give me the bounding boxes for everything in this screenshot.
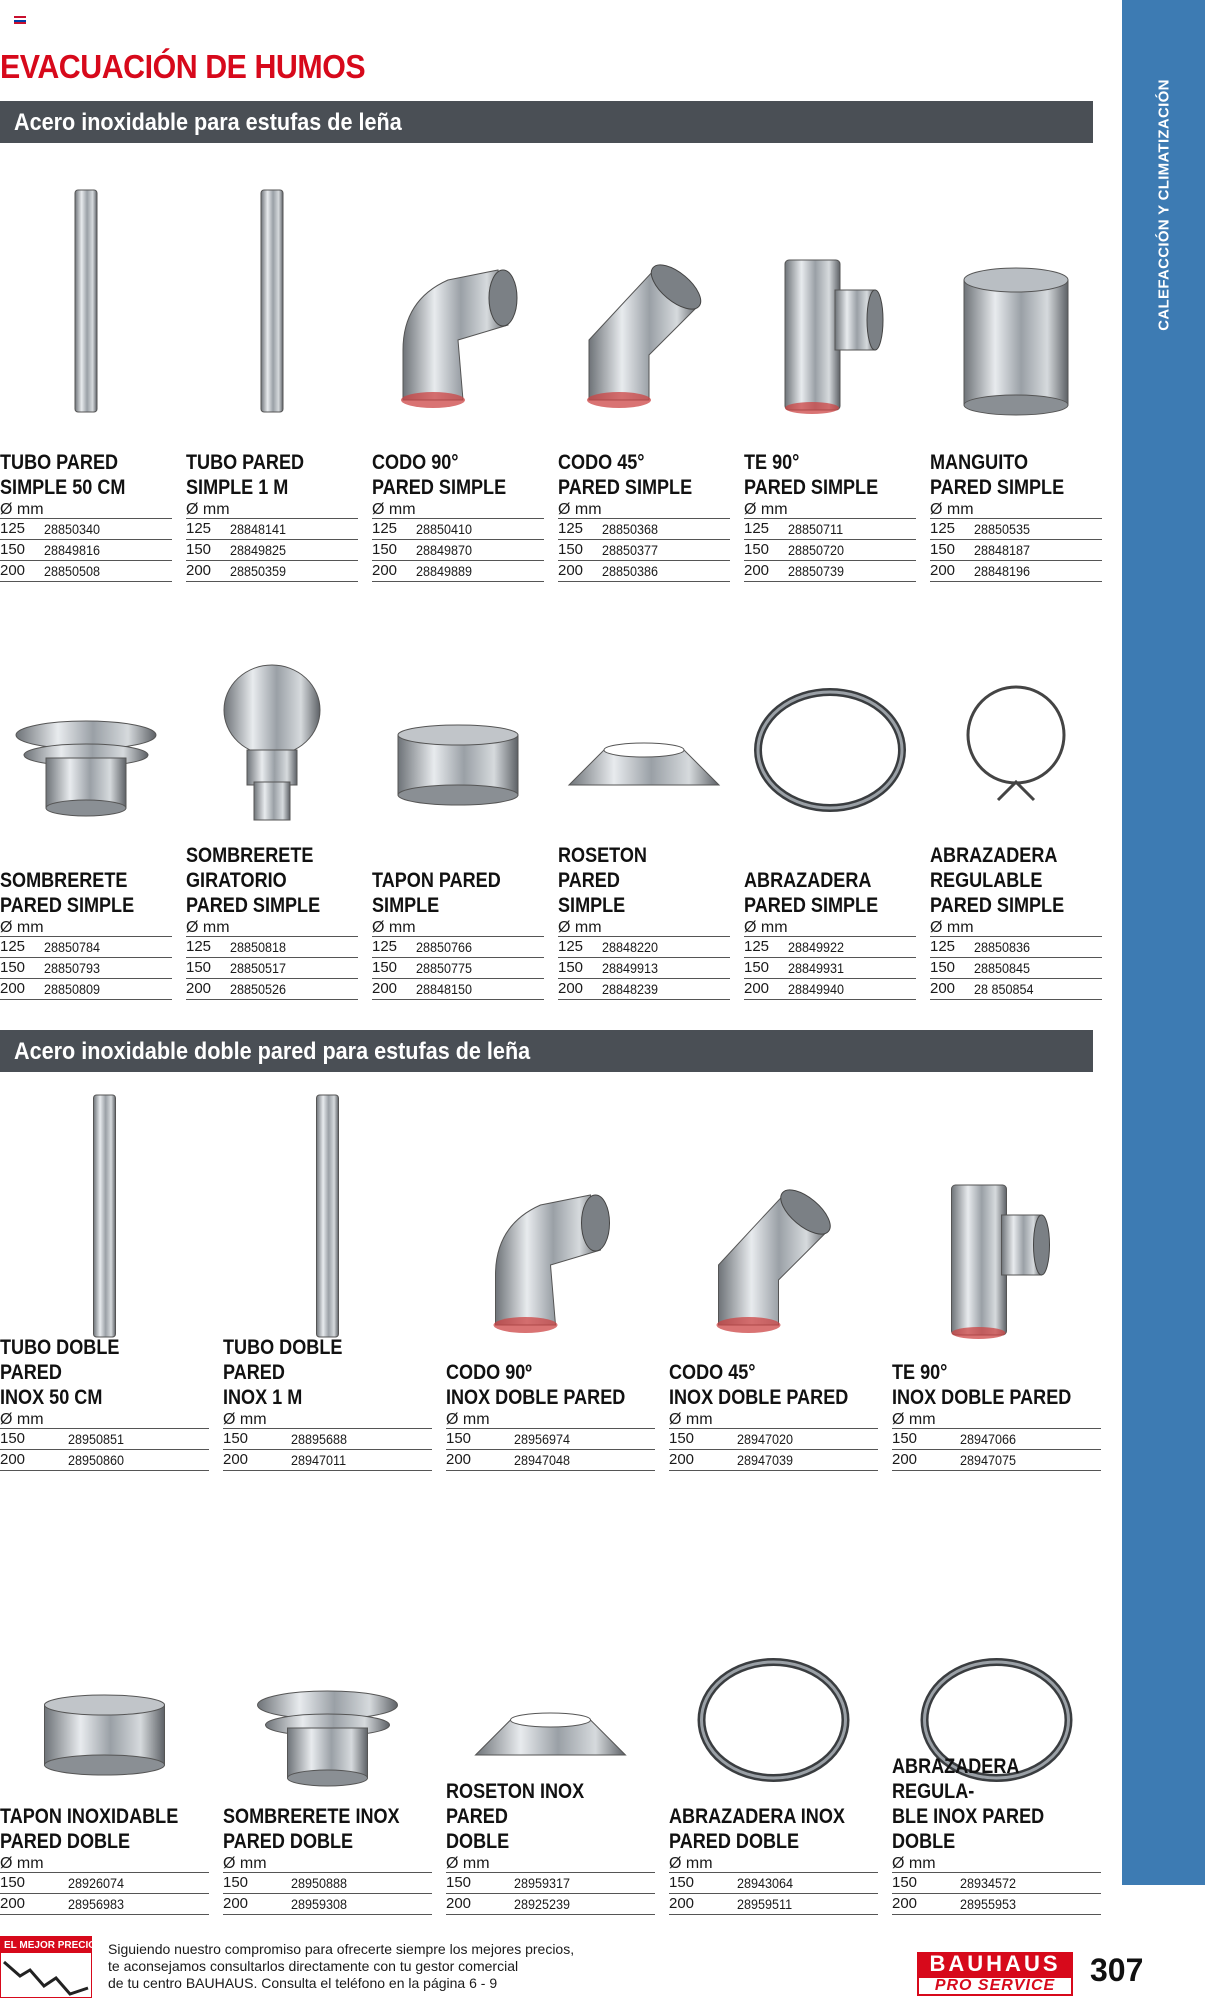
diameter-value: 150 — [446, 1430, 472, 1447]
product-card — [930, 600, 1102, 918]
product-name: ABRAZADERA REGULABLE PARED SIMPLE — [930, 844, 1065, 917]
diameter-header: Ø mm — [892, 1410, 1101, 1429]
table-row — [744, 540, 916, 561]
product-code: 28934572 — [960, 1875, 1017, 1891]
product-card — [744, 600, 916, 918]
table-row — [372, 519, 544, 540]
table-row — [558, 937, 730, 958]
product-code: 28850340 — [44, 521, 101, 537]
table-row — [669, 1873, 878, 1894]
table-row — [558, 540, 730, 561]
product-code: 28947066 — [960, 1431, 1017, 1447]
table-row — [669, 1894, 878, 1915]
diameter-header: Ø mm — [930, 500, 1102, 519]
diameter-value: 200 — [372, 562, 398, 579]
bauhaus-logo: BAUHAUS PRO SERVICE — [917, 1952, 1073, 1996]
product-code: 28849825 — [230, 542, 287, 558]
diameter-value: 150 — [0, 959, 26, 976]
diameter-value: 200 — [372, 980, 398, 997]
straight-pipe-icon — [0, 1085, 209, 1350]
diameter-header: Ø mm — [372, 500, 544, 519]
wall-bracket-icon — [930, 600, 1102, 835]
section-header-double-wall: Acero inoxidable doble pared para estufas de leña — [0, 1030, 1093, 1072]
product-code: 28955953 — [960, 1896, 1017, 1912]
product-code-table — [223, 1854, 432, 1915]
product-code: 28850818 — [230, 939, 287, 955]
product-card — [223, 1085, 432, 1410]
diameter-value: 150 — [930, 959, 956, 976]
table-row — [558, 519, 730, 540]
diameter-value: 200 — [744, 562, 770, 579]
chimney-cap-icon — [0, 600, 172, 835]
table-row — [372, 561, 544, 582]
product-code: 28950860 — [68, 1452, 125, 1468]
diameter-value: 150 — [892, 1874, 918, 1891]
table-row — [930, 519, 1102, 540]
product-card — [446, 1560, 655, 1854]
product-code: 28848187 — [974, 542, 1031, 558]
table-row — [669, 1429, 878, 1450]
footer-disclaimer: Siguiendo nuestro compromiso para ofrecerte siempre los mejores precios, te aconsejamos consultarlos directamente con tu gestor comercial de tu centro BAUHAUS. Consulta el teléfono en la página 6 - 9 — [108, 1941, 575, 1991]
product-code: 28 850854 — [974, 981, 1034, 997]
diameter-value: 150 — [446, 1874, 472, 1891]
product-code-table — [0, 918, 172, 1000]
product-code-table — [930, 918, 1102, 1000]
diameter-value: 125 — [558, 938, 584, 955]
diameter-header: Ø mm — [0, 500, 172, 519]
best-price-badge — [0, 1936, 92, 1998]
table-row — [0, 1429, 209, 1450]
product-code-table — [0, 1410, 209, 1471]
product-name: TAPON INOXIDABLE PARED DOBLE — [0, 1805, 179, 1853]
product-name: ROSETON INOX PARED DOBLE — [446, 1780, 585, 1853]
tee-90-icon — [744, 180, 916, 425]
table-row — [0, 958, 172, 979]
product-card — [558, 180, 730, 500]
diameter-value: 150 — [558, 959, 584, 976]
product-card — [223, 1560, 432, 1854]
table-row — [892, 1429, 1101, 1450]
product-code-table — [744, 918, 916, 1000]
tee-90-icon — [892, 1085, 1101, 1350]
product-name: TUBO DOBLE PARED INOX 1 M — [223, 1336, 343, 1409]
product-card — [186, 600, 358, 918]
diameter-value: 150 — [744, 959, 770, 976]
product-card — [892, 1560, 1101, 1854]
product-code: 28850809 — [44, 981, 101, 997]
product-code: 28850386 — [602, 563, 659, 579]
table-row — [186, 561, 358, 582]
diameter-header: Ø mm — [0, 1410, 209, 1429]
rosette-icon — [446, 1560, 655, 1805]
clamp-icon — [744, 600, 916, 835]
product-name: TUBO PARED SIMPLE 1 M — [186, 451, 305, 499]
product-code-table — [223, 1410, 432, 1471]
table-row — [372, 540, 544, 561]
diameter-value: 150 — [0, 1874, 26, 1891]
product-code: 28959317 — [514, 1875, 571, 1891]
product-code: 28850784 — [44, 939, 101, 955]
table-row — [223, 1894, 432, 1915]
diameter-value: 125 — [0, 520, 26, 537]
diameter-value: 200 — [744, 980, 770, 997]
product-code: 28848196 — [974, 563, 1031, 579]
diameter-header: Ø mm — [0, 918, 172, 937]
product-code-table — [892, 1410, 1101, 1471]
elbow-45-icon — [669, 1085, 878, 1350]
straight-pipe-icon — [0, 180, 172, 425]
diameter-value: 125 — [930, 938, 956, 955]
product-code-table — [0, 500, 172, 582]
product-code: 28850836 — [974, 939, 1031, 955]
rotating-cap-icon — [186, 600, 358, 835]
table-row — [930, 979, 1102, 1000]
diameter-value: 200 — [186, 980, 212, 997]
product-name: ABRAZADERA INOX PARED DOBLE — [669, 1805, 845, 1853]
diameter-value: 125 — [0, 938, 26, 955]
product-code: 28947039 — [737, 1452, 794, 1468]
diameter-value: 200 — [0, 562, 26, 579]
table-row — [892, 1450, 1101, 1471]
product-code: 28850711 — [788, 521, 844, 537]
table-row — [0, 979, 172, 1000]
product-name: CODO 90º INOX DOBLE PARED — [446, 1361, 626, 1409]
diameter-value: 200 — [0, 1895, 26, 1912]
product-card — [669, 1560, 878, 1854]
product-code-table — [446, 1410, 655, 1471]
product-code-table — [186, 918, 358, 1000]
diameter-value: 125 — [558, 520, 584, 537]
diameter-value: 200 — [558, 562, 584, 579]
product-code: 28849889 — [416, 563, 473, 579]
diameter-value: 150 — [892, 1430, 918, 1447]
diameter-value: 125 — [744, 520, 770, 537]
table-row — [669, 1450, 878, 1471]
diameter-value: 200 — [669, 1451, 695, 1468]
page-number: 307 — [1090, 1952, 1144, 1988]
product-code: 28850368 — [602, 521, 659, 537]
product-code-table — [744, 500, 916, 582]
table-row — [223, 1873, 432, 1894]
diameter-value: 200 — [892, 1895, 918, 1912]
product-code-table — [558, 918, 730, 1000]
product-code-table — [446, 1854, 655, 1915]
diameter-value: 125 — [186, 938, 212, 955]
svg-text:EL MEJOR PRECIO: EL MEJOR PRECIO — [4, 1940, 92, 1951]
product-name: SOMBRERETE PARED SIMPLE — [0, 869, 135, 917]
product-name: CODO 90° PARED SIMPLE — [372, 451, 507, 499]
diameter-header: Ø mm — [446, 1854, 655, 1873]
diameter-header: Ø mm — [558, 500, 730, 519]
product-code-table — [669, 1410, 878, 1471]
product-code: 28850739 — [788, 563, 845, 579]
product-name: ABRAZADERA REGULA- BLE INOX PARED DOBLE — [892, 1755, 1045, 1853]
table-row — [744, 937, 916, 958]
table-row — [186, 540, 358, 561]
product-code-table — [558, 500, 730, 582]
product-code: 28848141 — [230, 521, 287, 537]
product-name: TAPON PARED SIMPLE — [372, 869, 501, 917]
product-card — [186, 180, 358, 500]
table-row — [372, 937, 544, 958]
table-row — [223, 1429, 432, 1450]
product-code: 28850845 — [974, 960, 1031, 976]
table-row — [892, 1873, 1101, 1894]
product-name: TUBO PARED SIMPLE 50 CM — [0, 451, 126, 499]
page-title: EVACUACIÓN DE HUMOS — [0, 48, 366, 85]
elbow-45-icon — [558, 180, 730, 425]
language-flag-icon — [14, 16, 26, 24]
product-code-table — [669, 1854, 878, 1915]
table-row — [930, 561, 1102, 582]
diameter-header: Ø mm — [892, 1854, 1101, 1873]
diameter-value: 200 — [892, 1451, 918, 1468]
product-code: 28850720 — [788, 542, 845, 558]
diameter-header: Ø mm — [744, 500, 916, 519]
product-card — [372, 600, 544, 918]
diameter-value: 150 — [669, 1430, 695, 1447]
product-code: 28959511 — [737, 1896, 793, 1912]
product-code: 28850517 — [230, 960, 287, 976]
table-row — [186, 519, 358, 540]
diameter-value: 200 — [0, 980, 26, 997]
product-card — [930, 180, 1102, 500]
table-row — [744, 519, 916, 540]
diameter-value: 125 — [930, 520, 956, 537]
product-card — [372, 180, 544, 500]
chimney-cap-icon — [223, 1560, 432, 1805]
diameter-value: 125 — [372, 520, 398, 537]
product-code: 28950851 — [68, 1431, 125, 1447]
product-code: 28947075 — [960, 1452, 1017, 1468]
diameter-value: 150 — [372, 541, 398, 558]
sleeve-icon — [930, 180, 1102, 425]
product-code-table — [0, 1854, 209, 1915]
product-card — [0, 180, 172, 500]
product-code: 28850359 — [230, 563, 287, 579]
product-name: CODO 45° PARED SIMPLE — [558, 451, 693, 499]
diameter-header: Ø mm — [0, 1854, 209, 1873]
table-row — [0, 1894, 209, 1915]
table-row — [446, 1894, 655, 1915]
table-row — [558, 958, 730, 979]
product-code: 28849913 — [602, 960, 659, 976]
diameter-header: Ø mm — [930, 918, 1102, 937]
diameter-header: Ø mm — [186, 500, 358, 519]
diameter-value: 150 — [744, 541, 770, 558]
product-card — [0, 1560, 209, 1854]
product-card — [744, 180, 916, 500]
diameter-value: 150 — [0, 1430, 26, 1447]
clamp-icon — [669, 1560, 878, 1805]
diameter-value: 200 — [446, 1451, 472, 1468]
product-code: 28947020 — [737, 1431, 794, 1447]
diameter-header: Ø mm — [223, 1410, 432, 1429]
table-row — [0, 540, 172, 561]
diameter-header: Ø mm — [744, 918, 916, 937]
elbow-90-icon — [446, 1085, 655, 1350]
diameter-value: 200 — [669, 1895, 695, 1912]
product-code: 28849870 — [416, 542, 473, 558]
table-row — [558, 979, 730, 1000]
table-row — [223, 1450, 432, 1471]
product-code: 28849940 — [788, 981, 845, 997]
table-row — [372, 979, 544, 1000]
product-name: SOMBRERETE GIRATORIO PARED SIMPLE — [186, 844, 321, 917]
table-row — [558, 561, 730, 582]
diameter-value: 200 — [0, 1451, 26, 1468]
product-code: 28850766 — [416, 939, 473, 955]
product-name: TE 90° INOX DOBLE PARED — [892, 1361, 1072, 1409]
diameter-value: 200 — [930, 980, 956, 997]
product-code: 28850535 — [974, 521, 1031, 537]
product-code: 28848220 — [602, 939, 659, 955]
product-name: CODO 45° INOX DOBLE PARED — [669, 1361, 849, 1409]
table-row — [372, 958, 544, 979]
product-code: 28850410 — [416, 521, 473, 537]
product-code-table — [930, 500, 1102, 582]
product-code: 28925239 — [514, 1896, 571, 1912]
diameter-header: Ø mm — [558, 918, 730, 937]
product-code: 28926074 — [68, 1875, 125, 1891]
product-code-table — [372, 918, 544, 1000]
diameter-value: 150 — [930, 541, 956, 558]
table-row — [744, 561, 916, 582]
table-row — [744, 979, 916, 1000]
product-name: MANGUITO PARED SIMPLE — [930, 451, 1065, 499]
product-code: 28956983 — [68, 1896, 125, 1912]
section-header-single-wall: Acero inoxidable para estufas de leña — [0, 101, 1093, 143]
product-code: 28850775 — [416, 960, 473, 976]
diameter-value: 200 — [930, 562, 956, 579]
diameter-value: 125 — [186, 520, 212, 537]
product-code: 28849922 — [788, 939, 845, 955]
product-code: 28850793 — [44, 960, 101, 976]
diameter-header: Ø mm — [186, 918, 358, 937]
product-card — [669, 1085, 878, 1410]
end-cap-icon — [372, 600, 544, 835]
rosette-icon — [558, 600, 730, 835]
diameter-header: Ø mm — [669, 1854, 878, 1873]
table-row — [446, 1450, 655, 1471]
table-row — [186, 979, 358, 1000]
straight-pipe-icon — [186, 180, 358, 425]
category-sidebar-label: CALEFACCIÓN Y CLIMATIZACIÓN — [1155, 79, 1172, 331]
product-code: 28848150 — [416, 981, 473, 997]
product-code-table — [186, 500, 358, 582]
table-row — [186, 958, 358, 979]
table-row — [930, 540, 1102, 561]
table-row — [446, 1429, 655, 1450]
diameter-value: 200 — [223, 1451, 249, 1468]
product-code: 28947011 — [291, 1452, 347, 1468]
diameter-value: 150 — [372, 959, 398, 976]
table-row — [0, 519, 172, 540]
product-code: 28950888 — [291, 1875, 348, 1891]
table-row — [0, 937, 172, 958]
diameter-value: 125 — [744, 938, 770, 955]
table-row — [186, 937, 358, 958]
product-code: 28959308 — [291, 1896, 348, 1912]
table-row — [0, 561, 172, 582]
table-row — [892, 1894, 1101, 1915]
diameter-value: 150 — [223, 1874, 249, 1891]
product-code: 28947048 — [514, 1452, 571, 1468]
product-code: 28850526 — [230, 981, 287, 997]
diameter-header: Ø mm — [446, 1410, 655, 1429]
diameter-value: 200 — [558, 980, 584, 997]
diameter-value: 200 — [186, 562, 212, 579]
product-code: 28848239 — [602, 981, 659, 997]
diameter-value: 200 — [446, 1895, 472, 1912]
product-card — [558, 600, 730, 918]
product-name: TE 90° PARED SIMPLE — [744, 451, 879, 499]
diameter-value: 200 — [223, 1895, 249, 1912]
product-name: TUBO DOBLE PARED INOX 50 CM — [0, 1336, 120, 1409]
diameter-value: 150 — [223, 1430, 249, 1447]
product-code: 28849931 — [788, 960, 845, 976]
elbow-90-icon — [372, 180, 544, 425]
table-row — [930, 958, 1102, 979]
product-code: 28943064 — [737, 1875, 794, 1891]
table-row — [0, 1873, 209, 1894]
product-code: 28850508 — [44, 563, 101, 579]
diameter-value: 150 — [186, 959, 212, 976]
diameter-value: 150 — [0, 541, 26, 558]
product-code: 28850377 — [602, 542, 659, 558]
product-card — [892, 1085, 1101, 1410]
table-row — [446, 1873, 655, 1894]
table-row — [0, 1450, 209, 1471]
end-cap-icon — [0, 1560, 209, 1805]
product-code: 28849816 — [44, 542, 101, 558]
product-code-table — [892, 1854, 1101, 1915]
diameter-header: Ø mm — [223, 1854, 432, 1873]
product-name: SOMBRERETE INOX PARED DOBLE — [223, 1805, 400, 1853]
product-code: 28956974 — [514, 1431, 571, 1447]
diameter-value: 150 — [558, 541, 584, 558]
table-row — [930, 937, 1102, 958]
product-code: 28895688 — [291, 1431, 348, 1447]
diameter-header: Ø mm — [669, 1410, 878, 1429]
product-card — [446, 1085, 655, 1410]
diameter-value: 150 — [669, 1874, 695, 1891]
diameter-value: 125 — [372, 938, 398, 955]
product-card — [0, 1085, 209, 1410]
product-code-table — [372, 500, 544, 582]
product-name: ROSETON PARED SIMPLE — [558, 844, 647, 917]
product-card — [0, 600, 172, 918]
diameter-header: Ø mm — [372, 918, 544, 937]
straight-pipe-icon — [223, 1085, 432, 1350]
diameter-value: 150 — [186, 541, 212, 558]
table-row — [744, 958, 916, 979]
product-name: ABRAZADERA PARED SIMPLE — [744, 869, 879, 917]
